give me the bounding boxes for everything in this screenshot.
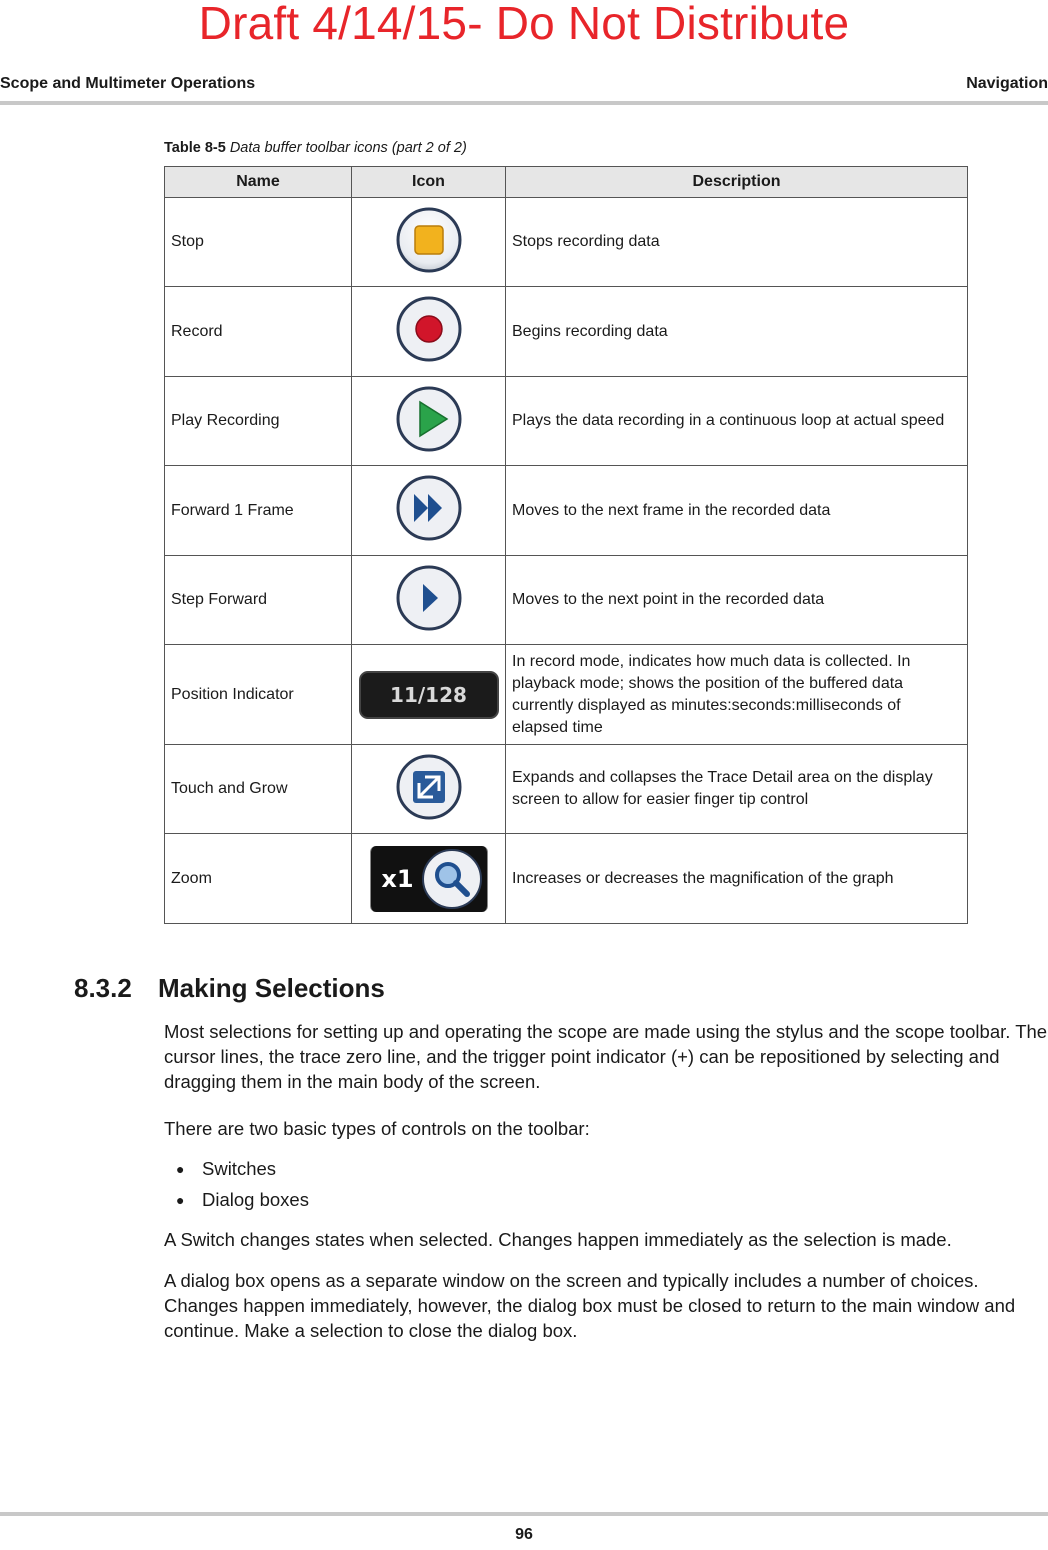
row-description: Moves to the next point in the recorded data xyxy=(506,556,968,645)
paragraph: Most selections for setting up and operating the scope are made using the stylus and the scope toolbar. The cursor lines, the trace zero line, and the trigger point indicator (+) can be repositioned by selecting and dragging them in the main body of the screen. xyxy=(164,1021,1048,1092)
section-number: 8.3.2 xyxy=(74,973,132,1003)
column-header-name: Name xyxy=(165,167,352,198)
page-header xyxy=(0,75,1048,95)
table-row xyxy=(165,466,968,556)
draft-watermark: Draft 4/14/15- Do Not Distribute xyxy=(198,0,850,49)
row-description: Plays the data recording in a continuous loop at actual speed xyxy=(506,377,968,466)
row-name: Stop xyxy=(165,198,352,287)
forward-frame-icon xyxy=(395,474,463,542)
column-header-icon: Icon xyxy=(352,167,506,198)
row-name: Forward 1 Frame xyxy=(165,466,352,556)
paragraph: A dialog box opens as a separate window on the screen and typically includes a number of choices. Changes happen immediately, however, the dialog box must be closed to return to the main window and continue. Make a selection to close the dialog box. xyxy=(164,1270,1016,1341)
step-forward-icon xyxy=(395,564,463,632)
list-item-label: Dialog boxes xyxy=(202,1188,309,1210)
row-name: Position Indicator xyxy=(165,645,352,745)
footer-divider xyxy=(0,1512,1048,1516)
zoom-icon xyxy=(370,846,488,912)
row-description: Moves to the next frame in the recorded data xyxy=(506,466,968,556)
bullet-icon: ● xyxy=(176,1160,185,1177)
list-item-label: Switches xyxy=(202,1157,277,1179)
touch-and-grow-icon xyxy=(395,753,463,821)
list-item xyxy=(176,1184,309,1215)
position-indicator-text: 11/128 xyxy=(359,671,499,719)
column-header-description: Description xyxy=(506,167,968,198)
header-divider xyxy=(0,101,1048,105)
header-chapter-title: Scope and Multimeter Operations xyxy=(0,75,256,92)
table-caption xyxy=(164,140,467,156)
table-caption-label: Table 8-5 xyxy=(164,140,226,156)
paragraph: There are two basic types of controls on the toolbar: xyxy=(164,1118,590,1139)
row-description: Expands and collapses the Trace Detail area on the display screen to allow for easier finger tip control xyxy=(506,745,968,834)
section-title: Making Selections xyxy=(158,973,385,1003)
magnifier-icon xyxy=(421,848,483,910)
row-name: Play Recording xyxy=(165,377,352,466)
section-heading xyxy=(74,973,385,1004)
table-row xyxy=(165,377,968,466)
header-section-title: Navigation xyxy=(966,75,1048,92)
bullet-list xyxy=(176,1153,309,1215)
position-indicator-icon xyxy=(359,671,499,719)
record-icon xyxy=(395,295,463,363)
bullet-icon: ● xyxy=(176,1191,185,1208)
row-description: Begins recording data xyxy=(506,287,968,377)
list-item xyxy=(176,1153,309,1184)
row-name: Zoom xyxy=(165,834,352,924)
table-row xyxy=(165,556,968,645)
paragraph: A Switch changes states when selected. Changes happen immediately as the selection is made. xyxy=(164,1229,952,1250)
toolbar-icons-table xyxy=(164,166,968,924)
table-row xyxy=(165,287,968,377)
table-header-row xyxy=(165,167,968,198)
stop-icon xyxy=(395,206,463,274)
zoom-level-text: x1 xyxy=(381,864,414,893)
table-row xyxy=(165,198,968,287)
page-number: 96 xyxy=(515,1526,533,1543)
table-row xyxy=(165,834,968,924)
play-icon xyxy=(395,385,463,453)
table-caption-text: Data buffer toolbar icons (part 2 of 2) xyxy=(229,140,467,156)
row-description: In record mode, indicates how much data is collected. In playback mode; shows the position of the buffered data currently displayed as minutes:seconds:milliseconds of elapsed time xyxy=(506,645,968,745)
table-row xyxy=(165,645,968,745)
row-description: Increases or decreases the magnification of the graph xyxy=(506,834,968,924)
table-row xyxy=(165,745,968,834)
row-name: Touch and Grow xyxy=(165,745,352,834)
row-name: Step Forward xyxy=(165,556,352,645)
row-description: Stops recording data xyxy=(506,198,968,287)
row-name: Record xyxy=(165,287,352,377)
